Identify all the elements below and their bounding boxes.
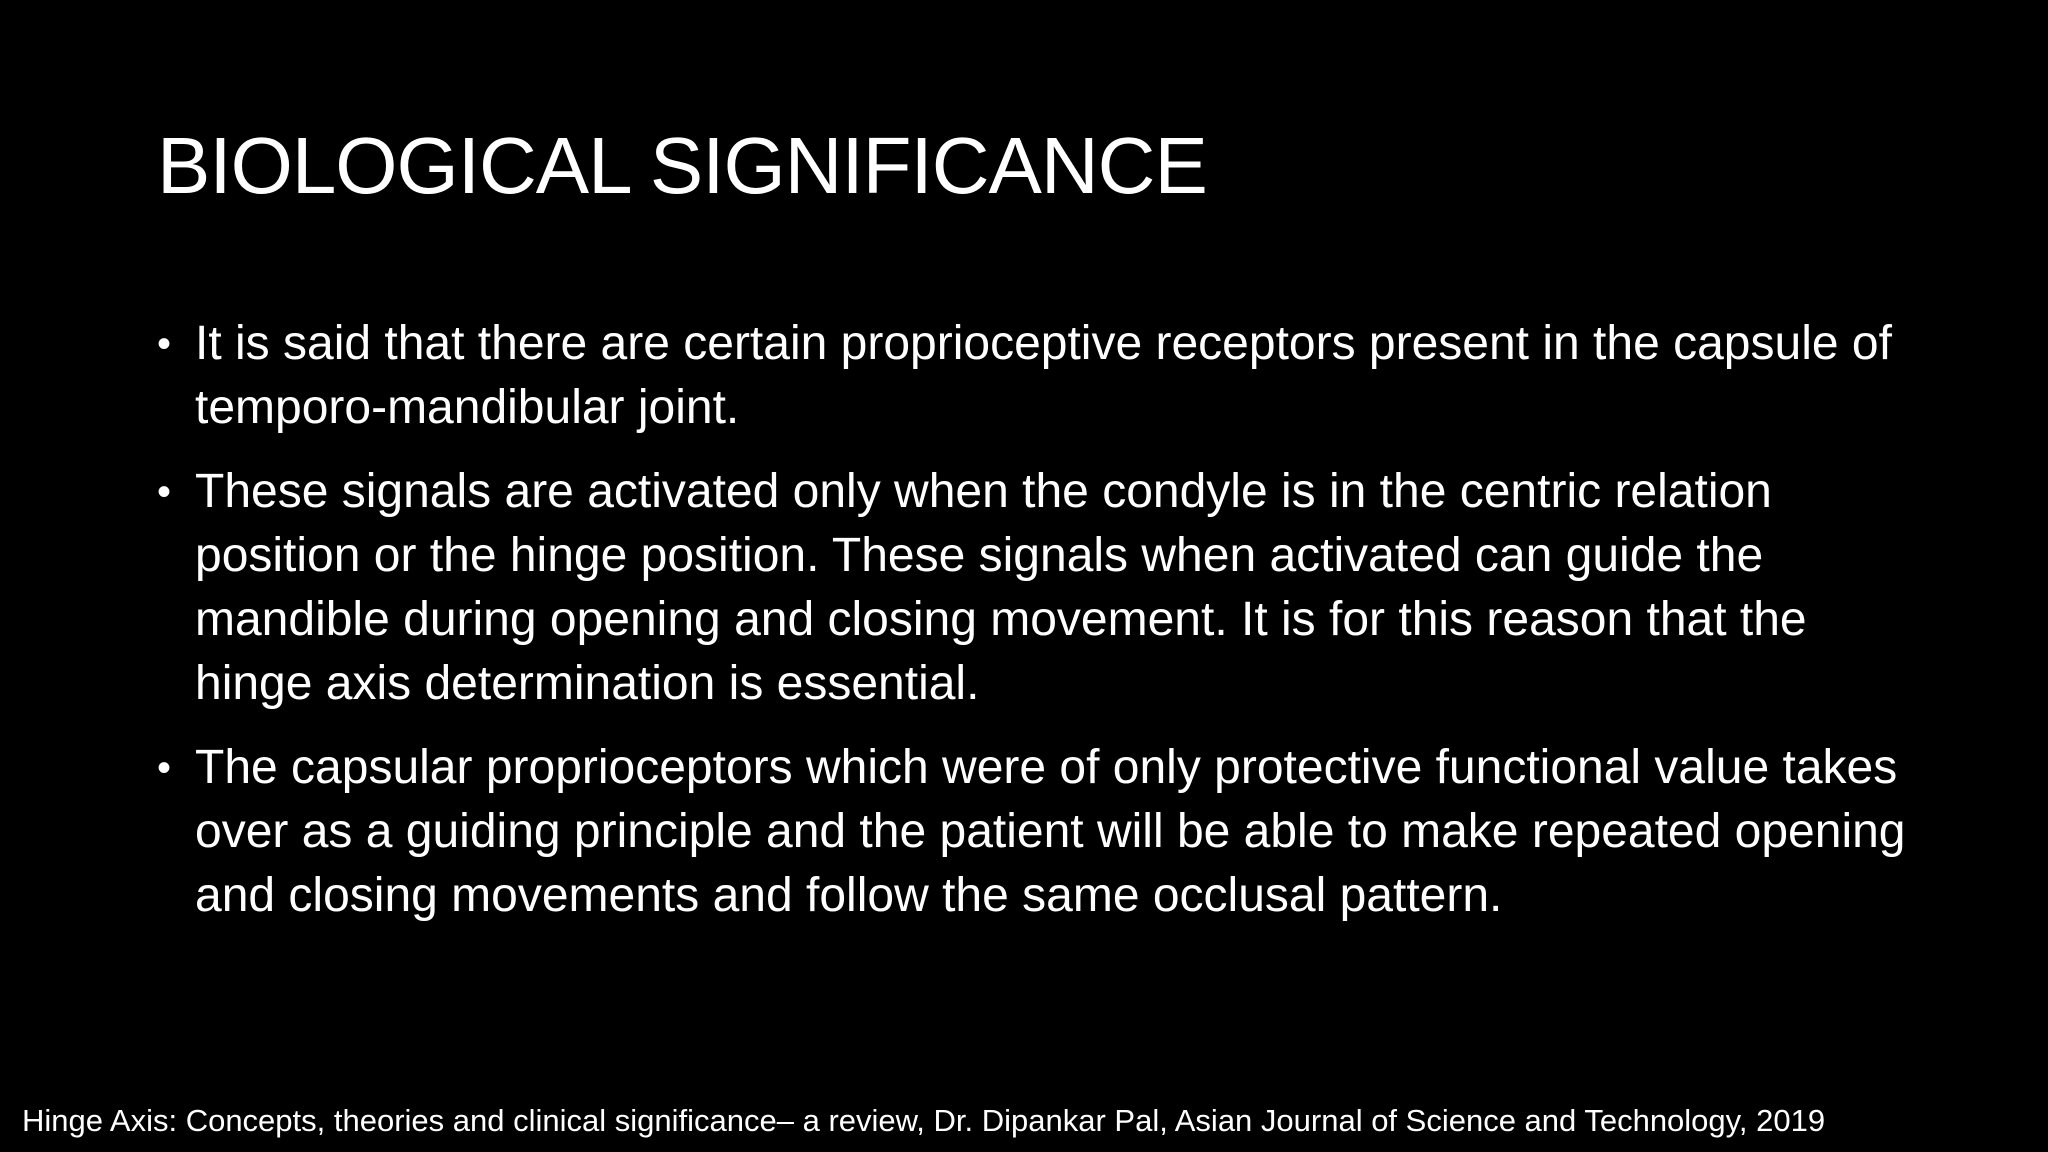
bullet-item [157, 736, 1917, 928]
bullet-marker-icon: • [157, 322, 172, 366]
citation: Hinge Axis: Concepts, theories and clinical significance– a review, Dr. Dipankar Pal, Asian Journal of Science and Technology, 2019 [22, 1103, 1826, 1138]
bullet-marker-icon: • [157, 470, 172, 514]
bullet-marker-icon: • [157, 746, 172, 790]
bullet-item [157, 460, 1917, 716]
slide-title: BIOLOGICAL SIGNIFICANCE [157, 121, 1207, 210]
bullet-text: The capsular proprioceptors which were of only protective functional value takes over as a guiding principle and the patient will be able to make repeated opening and closing movements and follow the same occlusal pattern. [195, 741, 1906, 922]
bullet-text: It is said that there are certain proprioceptive receptors present in the capsule of temporo-mandibular joint. [195, 317, 1892, 434]
bullet-text: These signals are activated only when the condyle is in the centric relation position or the hinge position. These signals when activated can guide the mandible during opening and closing movement. It is for this reason that the hinge axis determination is essential. [195, 465, 1807, 710]
bullet-list [157, 312, 1917, 948]
bullet-item [157, 312, 1917, 440]
